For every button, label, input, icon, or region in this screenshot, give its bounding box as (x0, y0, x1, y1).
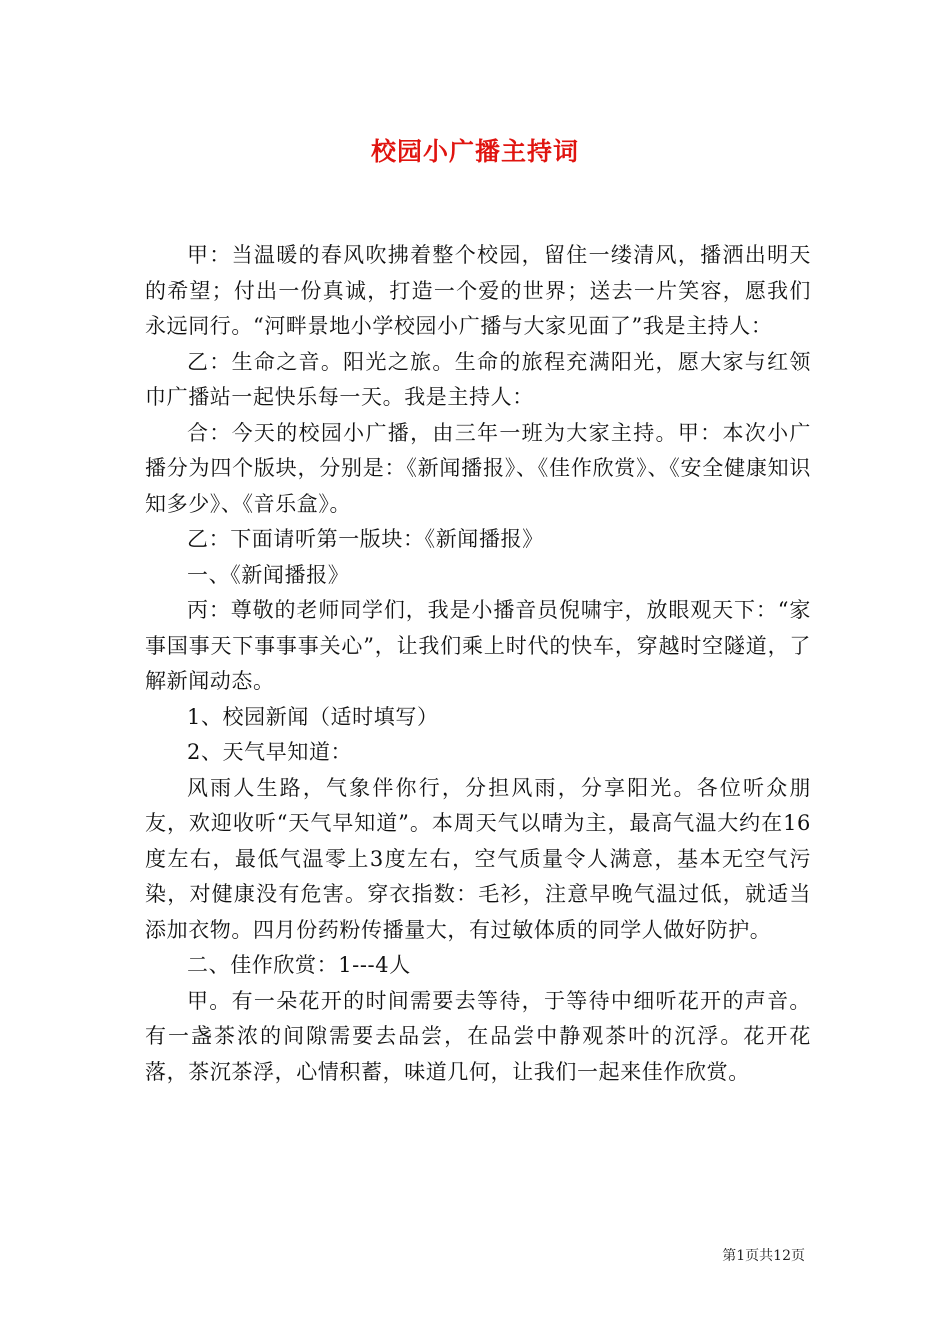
paragraph-weather-report: 风雨人生路，气象伴你行，分担风雨，分享阳光。各位听众朋友，欢迎收听“天气早知道”。本周天气以晴为主，最高气温大约在16度左右，最低气温零上3度左右，空气质量令人满意，基本无空气污染，对健康没有危害。穿衣指数：毛衫，注意早晚气温过低，就适当添加衣物。四月份药粉传播量大，有过敏体质的同学人做好防护。 (145, 775, 811, 942)
document-body (145, 238, 811, 1090)
paragraph-6: 丙：尊敬的老师同学们，我是小播音员倪啸宇，放眼观天下：“家事国事天下事事事关心”，让我们乘上时代的快车，穿越时空隧道，了解新闻动态。 (145, 598, 811, 693)
paragraph-2: 乙：生命之音。阳光之旅。生命的旅程充满阳光，愿大家与红领巾广播站一起快乐每一天。我是主持人： (145, 349, 811, 409)
list-item-campus-news: 1、校园新闻（适时填写） (187, 704, 439, 729)
paragraph-11: 甲。有一朵花开的时间需要去等待，于等待中细听花开的声音。有一盏茶浓的间隙需要去品尝，在品尝中静观茶叶的沉浮。花开花落，茶沉茶浮，心情积蓄，味道几何，让我们一起来佳作欣赏。 (145, 988, 811, 1084)
section-heading-news: 一、《新闻播报》 (187, 562, 350, 587)
paragraph-4: 乙：下面请听第一版块：《新闻播报》 (187, 527, 544, 551)
page-number-footer: 第1页共12页 (722, 1248, 805, 1264)
paragraph-1: 甲：当温暖的春风吹拂着整个校园，留住一缕清风，播洒出明天的希望；付出一份真诚，打造一个爱的世界；送去一片笑容，愿我们永远同行。“河畔景地小学校园小广播与大家见面了”我是主持人： (145, 243, 811, 338)
document-title: 校园小广播主持词 (370, 137, 579, 166)
section-heading-appreciation: 二、佳作欣赏：1---4人 (187, 953, 411, 977)
paragraph-3: 合：今天的校园小广播，由三年一班为大家主持。甲：本次小广播分为四个版块，分别是：《新闻播报》、《佳作欣赏》、《安全健康知识知多少》、《音乐盒》。 (145, 420, 811, 516)
list-item-weather: 2、天气早知道： (187, 740, 353, 764)
